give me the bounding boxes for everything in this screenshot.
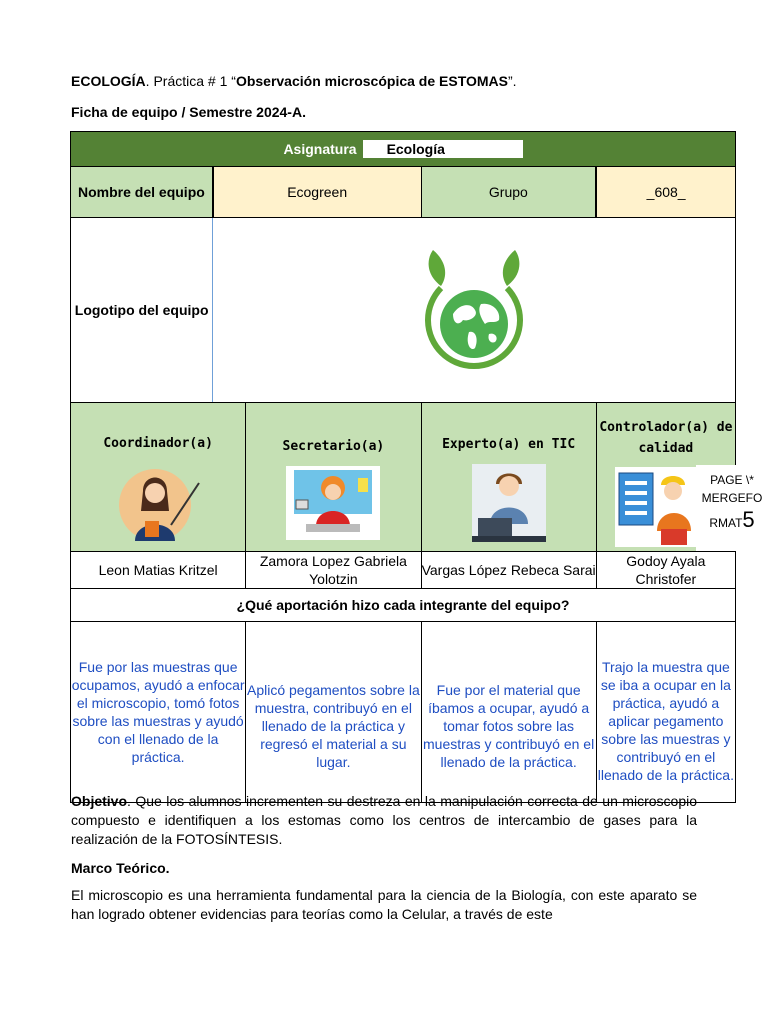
contribution-question: ¿Qué aportación hizo cada integrante del equipo? bbox=[71, 589, 736, 622]
team-name-value: Ecogreen bbox=[213, 167, 421, 218]
team-name-label: Nombre del equipo bbox=[71, 167, 213, 218]
computer-user-icon bbox=[472, 464, 546, 542]
globe-leaves-logo bbox=[419, 244, 529, 374]
practice-title: ECOLOGÍA. Práctica # 1 “Observación microscópica de ESTOMAS”. bbox=[71, 73, 517, 89]
group-value: _608_ bbox=[596, 167, 735, 218]
teacher-icon bbox=[113, 463, 203, 543]
role-tic-expert: Experto(a) en TIC bbox=[421, 403, 596, 552]
role-secretary: Secretario(a) bbox=[246, 403, 421, 552]
objective-paragraph: Objetivo. Que los alumnos incrementen su destreza en la manipulación correcta de un microscopio compuesto e identifiquen a los estomas como los centros de intercambio de gases para la realización de la FOTOSÍNTESIS. bbox=[71, 793, 697, 847]
theory-paragraph: El microscopio es una herramienta fundamental para la ciencia de la Biología, con este aparato se han logrado obtener evidencias para teorías como la Celular, a través de este bbox=[71, 887, 697, 922]
role-coordinator: Coordinador(a) bbox=[71, 403, 246, 552]
coordinator-contribution: Fue por las muestras que ocupamos, ayudó a enfocar el microscopio, tomó fotos sobre las muestras y ayudó con el llenado de la práctica. bbox=[71, 622, 246, 803]
page-number-field: PAGE \* MERGEFO RMAT5 bbox=[696, 465, 768, 551]
inspector-checklist-icon bbox=[615, 467, 699, 547]
role-quality-controller: Controlador(a) de calidad bbox=[596, 403, 735, 552]
secretary-name: Zamora Lopez Gabriela Yolotzin bbox=[246, 552, 421, 589]
coordinator-name: Leon Matias Kritzel bbox=[71, 552, 246, 589]
tic-expert-contribution: Fue por el material que íbamos a ocupar, ayudó a tomar fotos sobre las muestras y contribuyó en el llenado de la práctica. bbox=[421, 622, 596, 803]
subtitle: Ficha de equipo / Semestre 2024-A. bbox=[71, 104, 306, 120]
logo-cell bbox=[213, 218, 736, 403]
theory-heading: Marco Teórico. bbox=[71, 860, 170, 876]
group-label: Grupo bbox=[421, 167, 596, 218]
asignatura-field[interactable]: Ecología bbox=[363, 140, 523, 158]
asignatura-row: Asignatura Ecología bbox=[71, 132, 736, 167]
quality-controller-name: Godoy Ayala Christofer bbox=[596, 552, 735, 589]
busy-secretary-icon bbox=[286, 466, 380, 540]
tic-expert-name: Vargas López Rebeca Sarai bbox=[421, 552, 596, 589]
secretary-contribution: Aplicó pegamentos sobre la muestra, contribuyó en el llenado de la práctica y regresó el material a su lugar. bbox=[246, 622, 421, 803]
team-table bbox=[70, 131, 736, 803]
logo-label: Logotipo del equipo bbox=[71, 218, 213, 403]
quality-controller-contribution: Trajo la muestra que se iba a ocupar en la práctica, ayudó a aplicar pegamento sobre las muestras y contribuyó en el llenado de la práctica. bbox=[596, 622, 735, 803]
